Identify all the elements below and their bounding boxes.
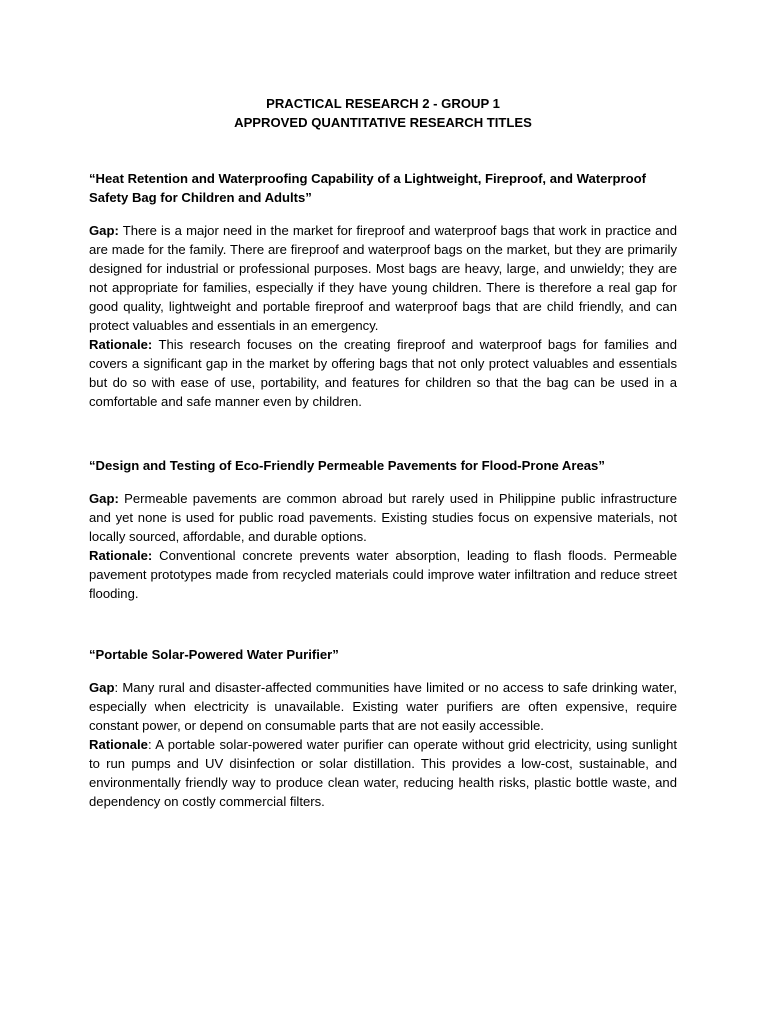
gap-paragraph (89, 221, 677, 335)
research-title-section (89, 169, 677, 411)
document-page (89, 94, 677, 811)
gap-label: Gap: (89, 223, 119, 238)
research-title: “Heat Retention and Waterproofing Capability of a Lightweight, Fireproof, and Waterproof Safety Bag for Children and Adults” (89, 171, 646, 205)
research-title-section (89, 645, 677, 811)
gap-text: Permeable pavements are common abroad but rarely used in Philippine public infrastructure and yet none is used for public road pavements. Existing studies focus on expensive materials, not locally sourced, affordable, and durable options. (89, 491, 677, 544)
gap-label: Gap (89, 680, 115, 695)
rationale-label: Rationale: (89, 337, 153, 352)
research-title: “Design and Testing of Eco-Friendly Permeable Pavements for Flood-Prone Areas” (89, 458, 605, 473)
gap-text: : Many rural and disaster-affected communities have limited or no access to safe drinking water, especially when electricity is unavailable. Existing water purifiers are often expensive, require constant power, or depend on consumable parts that are not easily accessible. (89, 680, 677, 733)
document-header (89, 94, 677, 132)
research-title-section (89, 456, 677, 603)
rationale-text: : A portable solar-powered water purifier can operate without grid electricity, using sunlight to run pumps and UV disinfection or solar distillation. This provides a low-cost, sustainable, and environmentally friendly way to produce clean water, reducing health risks, plastic bottle waste, and dependency on costly commercial filters. (89, 737, 677, 809)
header-line-2: APPROVED QUANTITATIVE RESEARCH TITLES (234, 115, 532, 130)
rationale-label: Rationale: (89, 548, 153, 563)
rationale-paragraph (89, 735, 677, 811)
rationale-text: This research focuses on the creating fireproof and waterproof bags for families and covers a significant gap in the market by offering bags that not only protect valuables and essentials but do so with ease of use, portability, and features for children so that the bag can be used in a comfortable and safe manner even by children. (89, 337, 677, 409)
rationale-label: Rationale (89, 737, 148, 752)
gap-text: There is a major need in the market for fireproof and waterproof bags that work in practice and are made for the family. There are fireproof and waterproof bags on the market, but they are primarily designed for industrial or professional purposes. Most bags are heavy, large, and unwieldy; they are not appropriate for families, especially if they have young children. There is therefore a real gap for good quality, lightweight and portable fireproof and waterproof bags that are child friendly, and can protect valuables and essentials in an emergency. (89, 223, 677, 333)
gap-paragraph (89, 489, 677, 546)
research-title: “Portable Solar-Powered Water Purifier” (89, 647, 339, 662)
gap-paragraph (89, 678, 677, 735)
rationale-paragraph (89, 335, 677, 411)
rationale-paragraph (89, 546, 677, 603)
header-line-1: PRACTICAL RESEARCH 2 - GROUP 1 (266, 96, 500, 111)
rationale-text: Conventional concrete prevents water absorption, leading to flash floods. Permeable pavement prototypes made from recycled materials could improve water infiltration and reduce street flooding. (89, 548, 677, 601)
gap-label: Gap: (89, 491, 119, 506)
